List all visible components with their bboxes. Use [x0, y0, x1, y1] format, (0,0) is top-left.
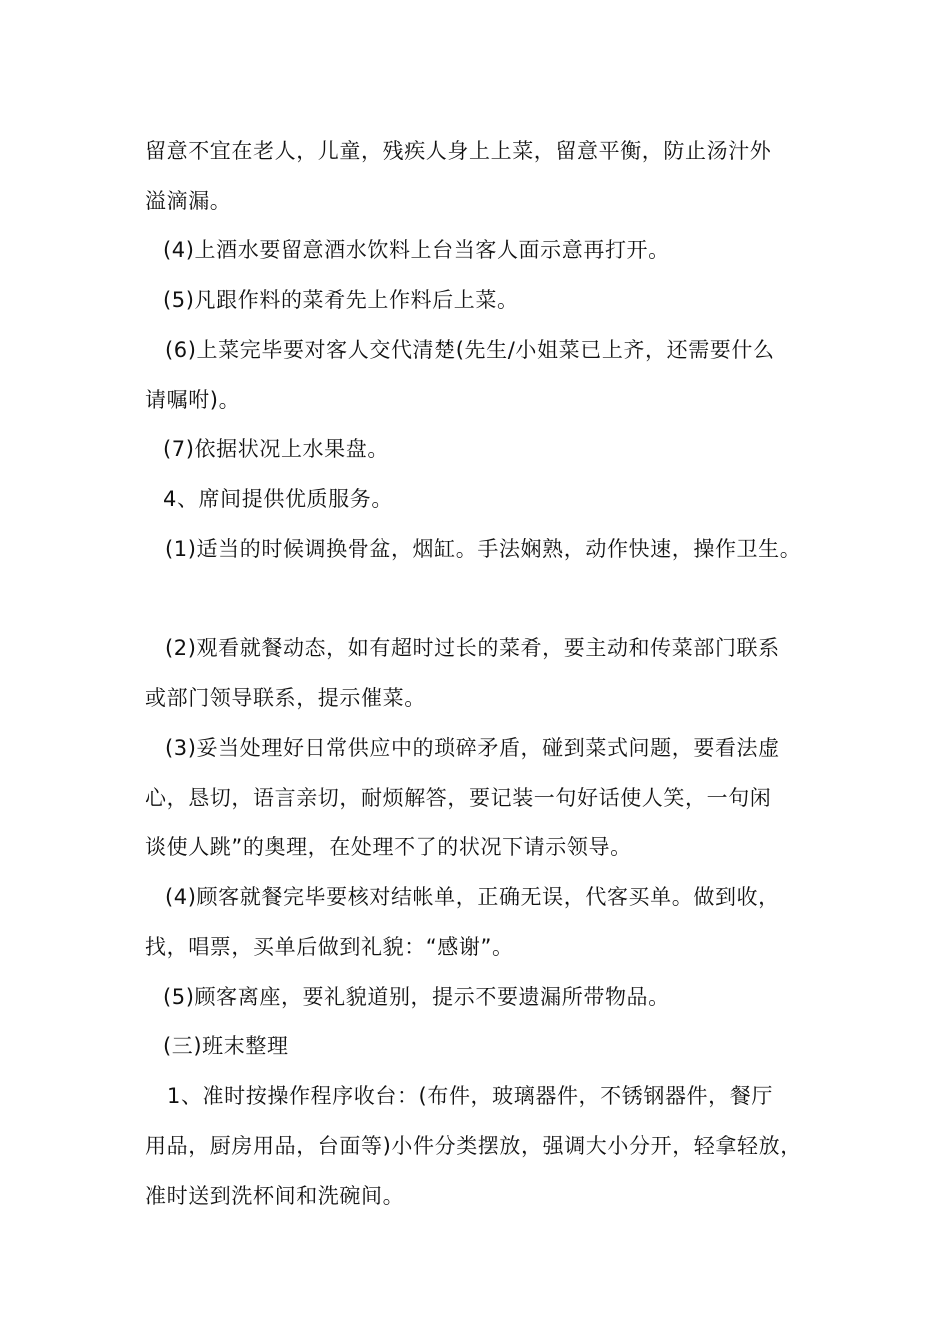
text-line: 或部门领导联系，提示催菜。	[145, 686, 426, 710]
text-line: 溢滴漏。	[145, 189, 232, 213]
text-line: 准时送到洗杯间和洗碗间。	[145, 1184, 405, 1208]
text-line: (7)依据状况上水果盘。	[163, 437, 389, 461]
text-line: (4)顾客就餐完毕要核对结帐单，正确无误，代客买单。做到收，	[165, 885, 780, 909]
text-line: (1)适当的时候调换骨盆，烟缸。手法娴熟，动作快速，操作卫生。	[165, 537, 802, 561]
text-line: 心，恳切，语言亲切，耐烦解答，要记装一句好话使人笑，一句闲	[145, 786, 772, 810]
text-line: (5)凡跟作料的菜肴先上作料后上菜。	[163, 288, 519, 312]
text-line: (5)顾客离座，要礼貌道别，提示不要遗漏所带物品。	[163, 985, 670, 1009]
text-line: 请嘱咐)。	[145, 388, 241, 412]
text-line: (4)上酒水要留意酒水饮料上台当客人面示意再打开。	[163, 238, 670, 262]
text-line: (三)班末整理	[163, 1034, 289, 1058]
text-line: (3)妥当处理好日常供应中的琐碎矛盾，碰到菜式问题，要看法虚	[165, 736, 780, 760]
text-line: 用品，厨房用品，台面等)小件分类摆放，强调大小分开，轻拿轻放，	[145, 1134, 802, 1158]
text-line: 4、席间提供优质服务。	[163, 487, 393, 511]
text-line: 留意不宜在老人，儿童，残疾人身上上菜，留意平衡，防止汤汁外	[145, 139, 772, 163]
text-line: 1、准时按操作程序收台：(布件，玻璃器件，不锈钢器件，餐厅	[167, 1084, 773, 1108]
text-line: (2)观看就餐动态，如有超时过长的菜肴，要主动和传菜部门联系	[165, 636, 780, 660]
text-line: (6)上菜完毕要对客人交代清楚(先生/小姐菜已上齐，还需要什么	[165, 338, 775, 362]
text-line: 谈使人跳”的奥理，在处理不了的状况下请示领导。	[145, 835, 632, 859]
text-line: 找，唱票，买单后做到礼貌：“感谢”。	[145, 935, 514, 959]
